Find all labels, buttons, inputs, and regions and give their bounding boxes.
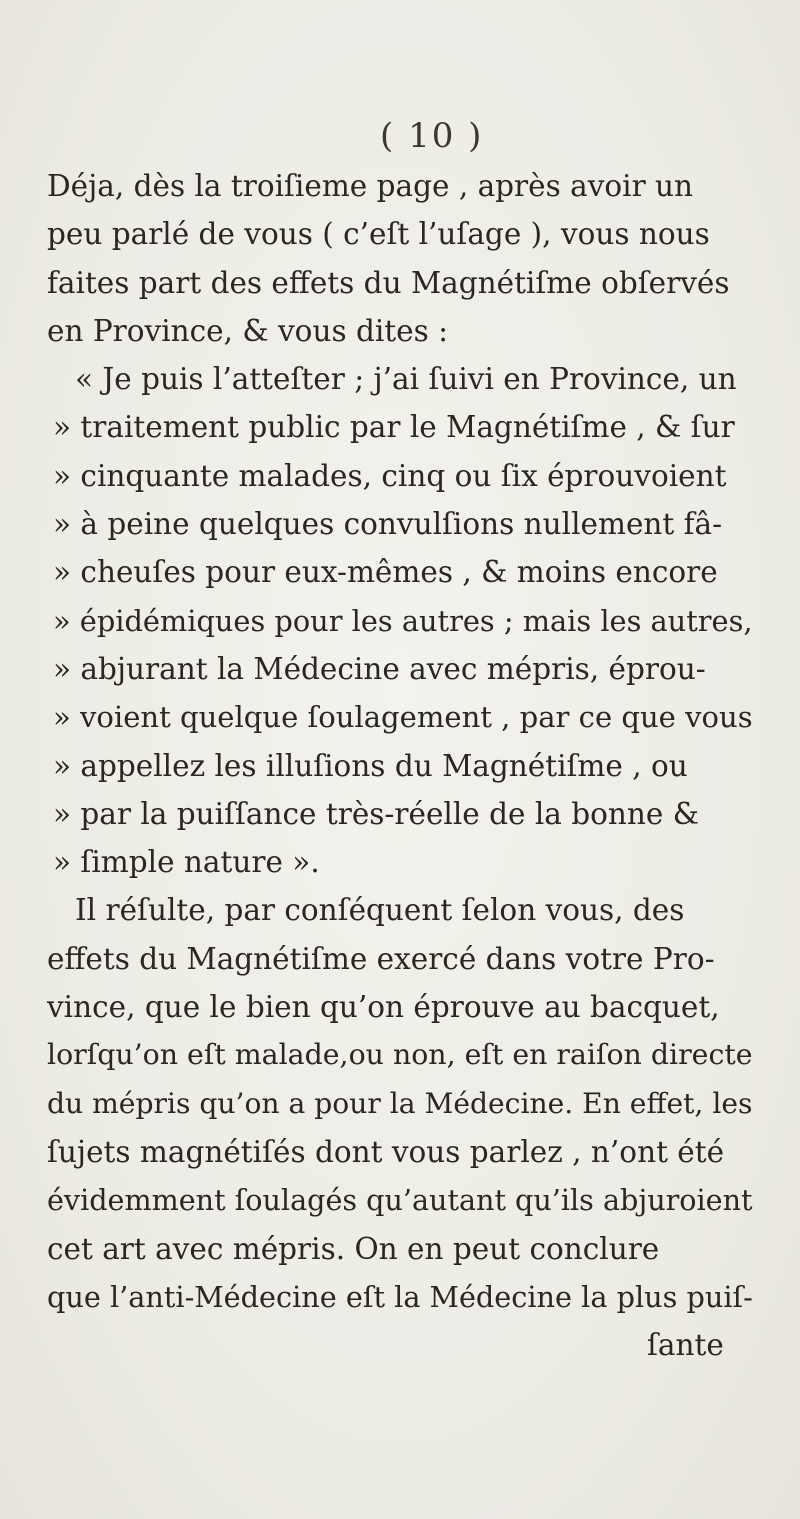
body-text [47,162,753,1369]
page-number: ( 10 ) [380,116,484,156]
quote-line: » à peine quelques convulſions nullement fâ- [53,507,723,542]
text-line: évidemment ſoulagés qu’autant qu’ils abjuroient [47,1183,753,1218]
quote-line: » voient quelque ſoulagement , par ce que vous [53,700,753,735]
text-line: en Province, & vous dites : [47,313,449,348]
text-line: cet art avec mépris. On en peut conclure [47,1231,660,1266]
text-line: ſujets magnétiſés dont vous parlez , n’ont été [47,1134,725,1169]
quote-line: » appellez les illuſions du Magnétiſme , ou [53,748,688,783]
quote-line: » abjurant la Médecine avec mépris, éprou- [53,651,706,686]
quote-line: » épidémiques pour les autres ; mais les autres, [53,603,753,638]
text-line: que l’anti-Médecine eſt la Médecine la plus puiſ- [47,1279,753,1314]
text-line: lorſqu’on eſt malade,ou non, eſt en raiſon directe [47,1038,753,1072]
text-line: peu parlé de vous ( c’eſt l’uſage ), vous nous [47,217,710,252]
catchword: ſante [647,1328,724,1363]
quote-line: » cinquante malades, cinq ou ſix éprouvoient [53,458,727,493]
paragraph-start-line: Il réſulte, par conſéquent ſelon vous, des [75,893,685,928]
text-line: Déja, dès la troiſieme page , après avoir un [47,169,694,203]
quote-line: » cheuſes pour eux-mêmes , & moins encore [53,555,718,590]
quote-start-line: « Je puis l’atteſter ; j’ai ſuivi en Province, un [75,362,737,397]
text-line: du mépris qu’on a pour la Médecine. En effet, les [47,1086,753,1120]
text-line: vince, que le bien qu’on éprouve au bacquet, [47,990,720,1025]
text-line: faites part des effets du Magnétiſme obſervés [47,265,730,300]
quote-line: » ſimple nature ». [53,845,320,880]
quote-line: » traitement public par le Magnétiſme , & ſur [53,410,735,445]
quote-line: » par la puiſſance très-réelle de la bonne & [53,796,699,831]
text-line: effets du Magnétiſme exercé dans votre Pro- [47,941,715,976]
